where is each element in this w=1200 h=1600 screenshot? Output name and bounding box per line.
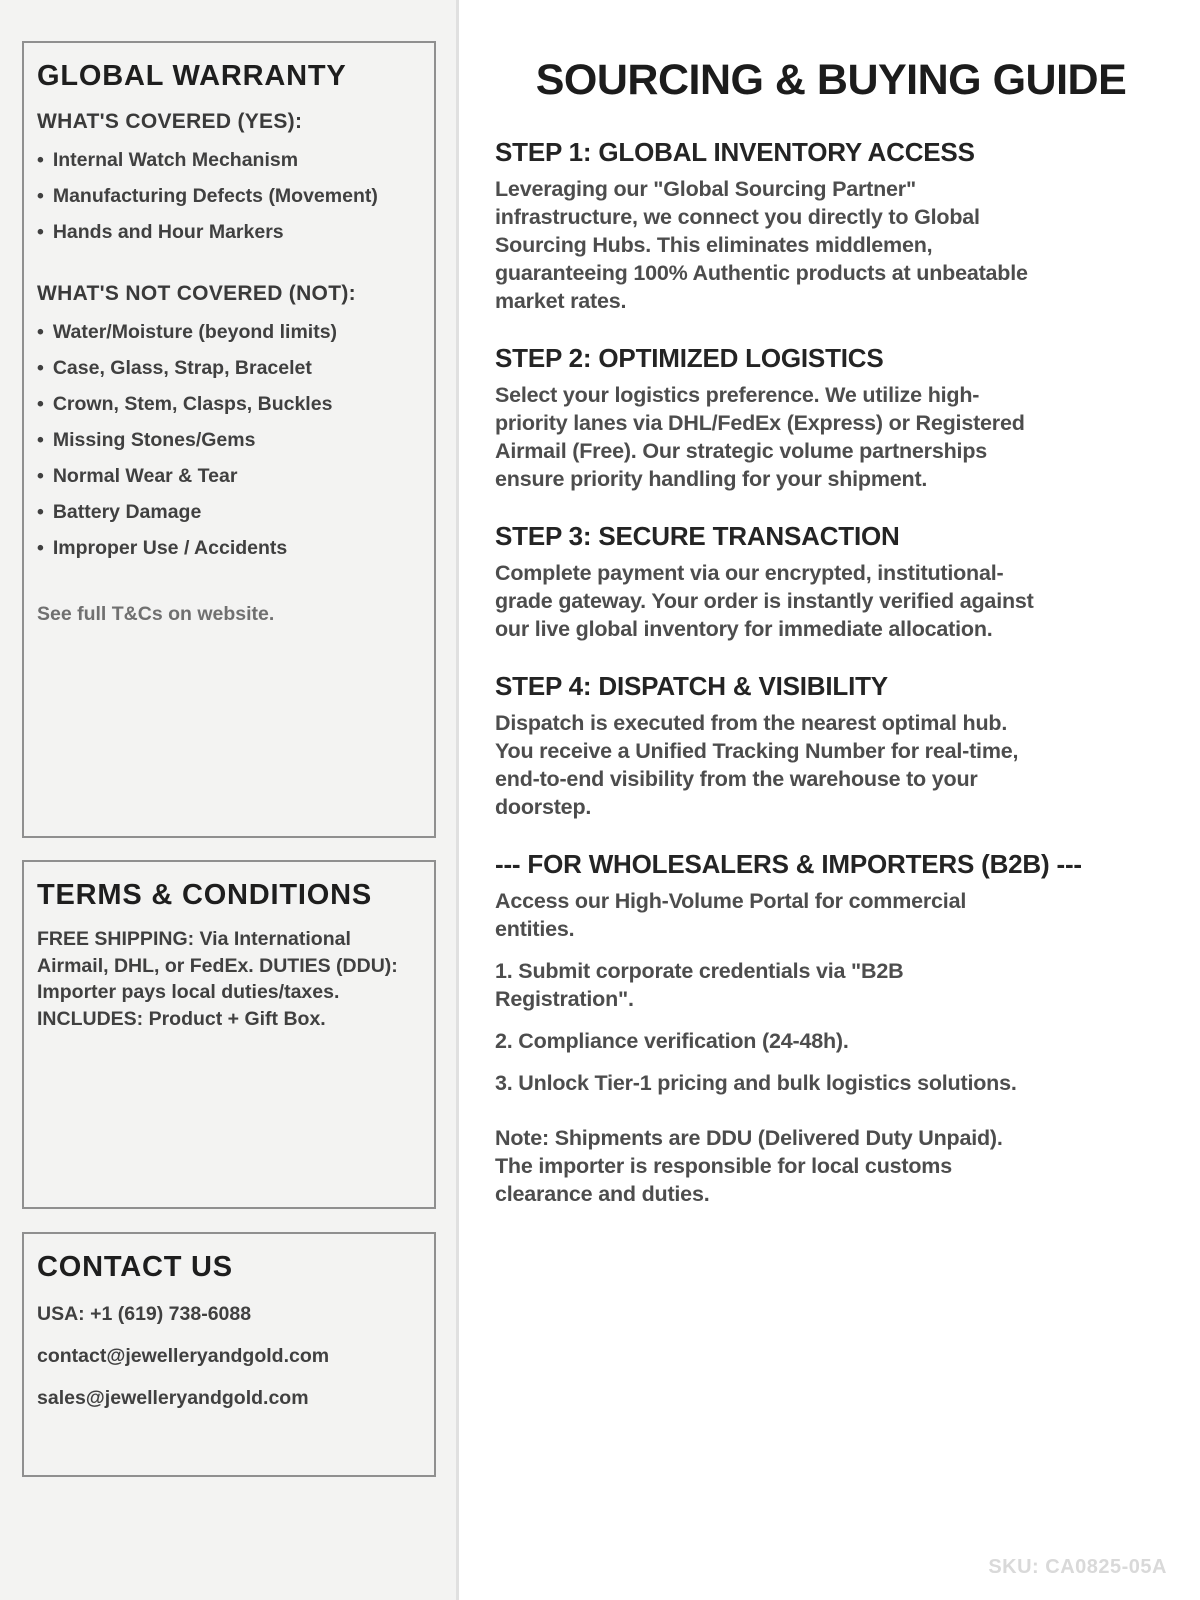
step-3-body: Complete payment via our encrypted, institutional-grade gateway. Your order is instantly verified against our live global inventory for immediate allocation. — [495, 561, 1034, 641]
step-3-section — [495, 520, 1097, 643]
not-covered-item-text: Normal Wear & Tear — [52, 465, 238, 487]
guide-content — [495, 136, 1097, 1208]
terms-title: TERMS & CONDITIONS — [37, 879, 373, 911]
bullet-glyph: • — [37, 393, 44, 415]
step-1-heading: STEP 1: GLOBAL INVENTORY ACCESS — [495, 137, 975, 167]
not-covered-item — [37, 393, 422, 415]
step-2-heading: STEP 2: OPTIMIZED LOGISTICS — [495, 343, 884, 373]
warranty-footnote: See full T&Cs on website. — [37, 603, 275, 625]
bullet-glyph: • — [37, 221, 44, 243]
bullet-glyph: • — [37, 357, 44, 379]
bullet-glyph: • — [37, 465, 44, 487]
bullet-glyph: • — [37, 501, 44, 523]
not-covered-item-text: Missing Stones/Gems — [52, 429, 256, 451]
not-covered-item — [37, 357, 422, 379]
b2b-section — [495, 848, 1097, 1208]
bullet-glyph: • — [37, 185, 44, 207]
not-covered-item — [37, 501, 422, 523]
b2b-intro: Access our High-Volume Portal for commercial entities. — [495, 889, 967, 941]
covered-item — [37, 221, 422, 243]
not-covered-item — [37, 537, 422, 559]
step-2-section — [495, 342, 1097, 493]
b2b-item-1: 1. Submit corporate credentials via "B2B Registration". — [495, 959, 904, 1011]
step-1-section — [495, 136, 1097, 315]
covered-item-text: Hands and Hour Markers — [52, 221, 284, 243]
covered-item — [37, 149, 422, 171]
step-4-section — [495, 670, 1097, 821]
b2b-heading: --- FOR WHOLESALERS & IMPORTERS (B2B) --- — [495, 849, 1082, 879]
terms-panel — [22, 860, 436, 1209]
sku-label: SKU: CA0825-05A — [988, 1556, 1167, 1578]
contact-title: CONTACT US — [37, 1251, 233, 1283]
not-covered-item — [37, 465, 422, 487]
bullet-glyph: • — [37, 321, 44, 343]
step-4-body: Dispatch is executed from the nearest optimal hub. You receive a Unified Tracking Number for real-time, end-to-end visibility from the warehouse to your doorstep. — [495, 711, 1019, 819]
covered-item — [37, 185, 422, 207]
not-covered-item-text: Battery Damage — [52, 501, 202, 523]
main-guide — [462, 0, 1200, 1600]
bullet-glyph: • — [37, 429, 44, 451]
sidebar — [0, 0, 459, 1600]
bullet-glyph: • — [37, 149, 44, 171]
b2b-note: Note: Shipments are DDU (Delivered Duty Unpaid). The importer is responsible for local customs clearance and duties. — [495, 1126, 1003, 1206]
step-3-heading: STEP 3: SECURE TRANSACTION — [495, 521, 900, 551]
step-2-body: Select your logistics preference. We utilize high-priority lanes via DHL/FedEx (Express) or Registered Airmail (Free). Our strategic volume partnerships ensure priority handling for your shipment. — [495, 383, 1025, 491]
terms-body: FREE SHIPPING: Via International Airmail, DHL, or FedEx. DUTIES (DDU): Importer pays local duties/taxes. INCLUDES: Product + Gift Box. — [37, 928, 398, 1030]
bullet-glyph: • — [37, 537, 44, 559]
step-1-body: Leveraging our "Global Sourcing Partner" infrastructure, we connect you directly to Global Sourcing Hubs. This eliminates middlemen, guaranteeing 100% Authentic products at unbeatable market rates. — [495, 177, 1028, 313]
contact-phone: USA: +1 (619) 738-6088 — [37, 1303, 252, 1325]
warranty-panel — [22, 41, 436, 838]
contact-sales-email: sales@jewelleryandgold.com — [37, 1387, 309, 1409]
warranty-title: GLOBAL WARRANTY — [37, 60, 347, 92]
not-covered-item-text: Water/Moisture (beyond limits) — [52, 321, 338, 343]
not-covered-item-text: Crown, Stem, Clasps, Buckles — [52, 393, 333, 415]
not-covered-item-text: Improper Use / Accidents — [52, 537, 288, 559]
covered-heading: WHAT'S COVERED (YES): — [37, 110, 303, 133]
step-4-heading: STEP 4: DISPATCH & VISIBILITY — [495, 671, 888, 701]
page-title: SOURCING & BUYING GUIDE — [535, 56, 1127, 104]
covered-item-text: Internal Watch Mechanism — [52, 149, 299, 171]
contact-email: contact@jewelleryandgold.com — [37, 1345, 330, 1367]
b2b-item-3: 3. Unlock Tier-1 pricing and bulk logistics solutions. — [495, 1071, 1017, 1095]
covered-item-text: Manufacturing Defects (Movement) — [52, 185, 378, 207]
b2b-item-2: 2. Compliance verification (24-48h). — [495, 1029, 849, 1053]
not-covered-item-text: Case, Glass, Strap, Bracelet — [52, 357, 312, 379]
contact-panel — [22, 1232, 436, 1477]
not-covered-heading: WHAT'S NOT COVERED (NOT): — [37, 282, 356, 305]
not-covered-item — [37, 429, 422, 451]
not-covered-item — [37, 321, 422, 343]
